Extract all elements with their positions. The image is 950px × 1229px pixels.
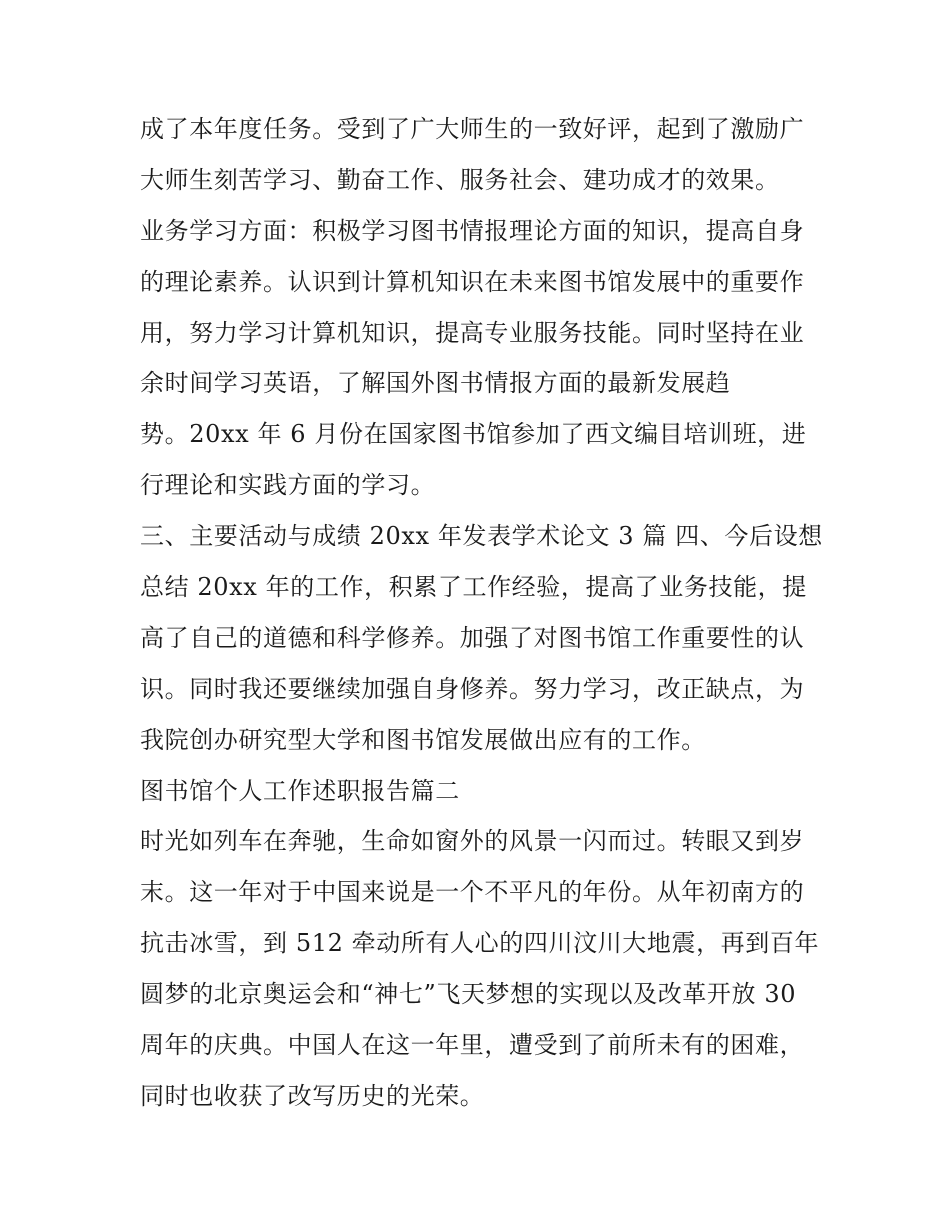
text-line: 势。20xx 年 6 月份在国家图书馆参加了西文编目培训班，进: [140, 420, 807, 449]
section-heading-line: 三、主要活动与成绩 20xx 年发表学术论文 3 篇 四、今后设想: [140, 522, 823, 551]
text-line: 成了本年度任务。受到了广大师生的一致好评，起到了激励广: [140, 115, 805, 143]
text-line: 我院创办研究型大学和图书馆发展做出应有的工作。: [140, 725, 706, 754]
text-line: 抗击冰雪，到 512 牵动所有人心的四川汶川大地震，再到百年: [140, 929, 820, 958]
text-line: 的理论素养。认识到计算机知识在未来图书馆发展中的重要作: [140, 267, 805, 296]
text-line: 总结 20xx 年的工作，积累了工作经验，提高了业务技能，提: [140, 573, 807, 602]
section-title: 图书馆个人工作述职报告篇二: [140, 776, 460, 805]
text-line: 大师生刻苦学习、勤奋工作、服务社会、建功成才的效果。: [140, 165, 780, 194]
text-line: 末。这一年对于中国来说是一个不平凡的年份。从年初南方的: [140, 878, 805, 907]
text-line: 识。同时我还要继续加强自身修养。努力学习，改正缺点，为: [140, 674, 805, 703]
text-line: 同时也收获了改写历史的光荣。: [140, 1081, 485, 1110]
document-body: [140, 104, 830, 1122]
text-line: 行理论和实践方面的学习。: [140, 471, 436, 500]
text-line: 圆梦的北京奥运会和“神七”飞天梦想的实现以及改革开放 30: [140, 980, 797, 1009]
text-line: 周年的庆典。中国人在这一年里，遭受到了前所未有的困难，: [140, 1031, 805, 1060]
text-line: 高了自己的道德和科学修养。加强了对图书馆工作重要性的认: [140, 623, 805, 652]
text-line: 时光如列车在奔驰，生命如窗外的风景一闪而过。转眼又到岁: [140, 827, 805, 856]
text-line: 余时间学习英语，了解国外图书情报方面的最新发展趋: [140, 369, 731, 398]
text-line: 用，努力学习计算机知识，提高专业服务技能。同时坚持在业: [140, 318, 805, 347]
text-line: 业务学习方面：积极学习图书情报理论方面的知识，提高自身: [140, 216, 805, 245]
